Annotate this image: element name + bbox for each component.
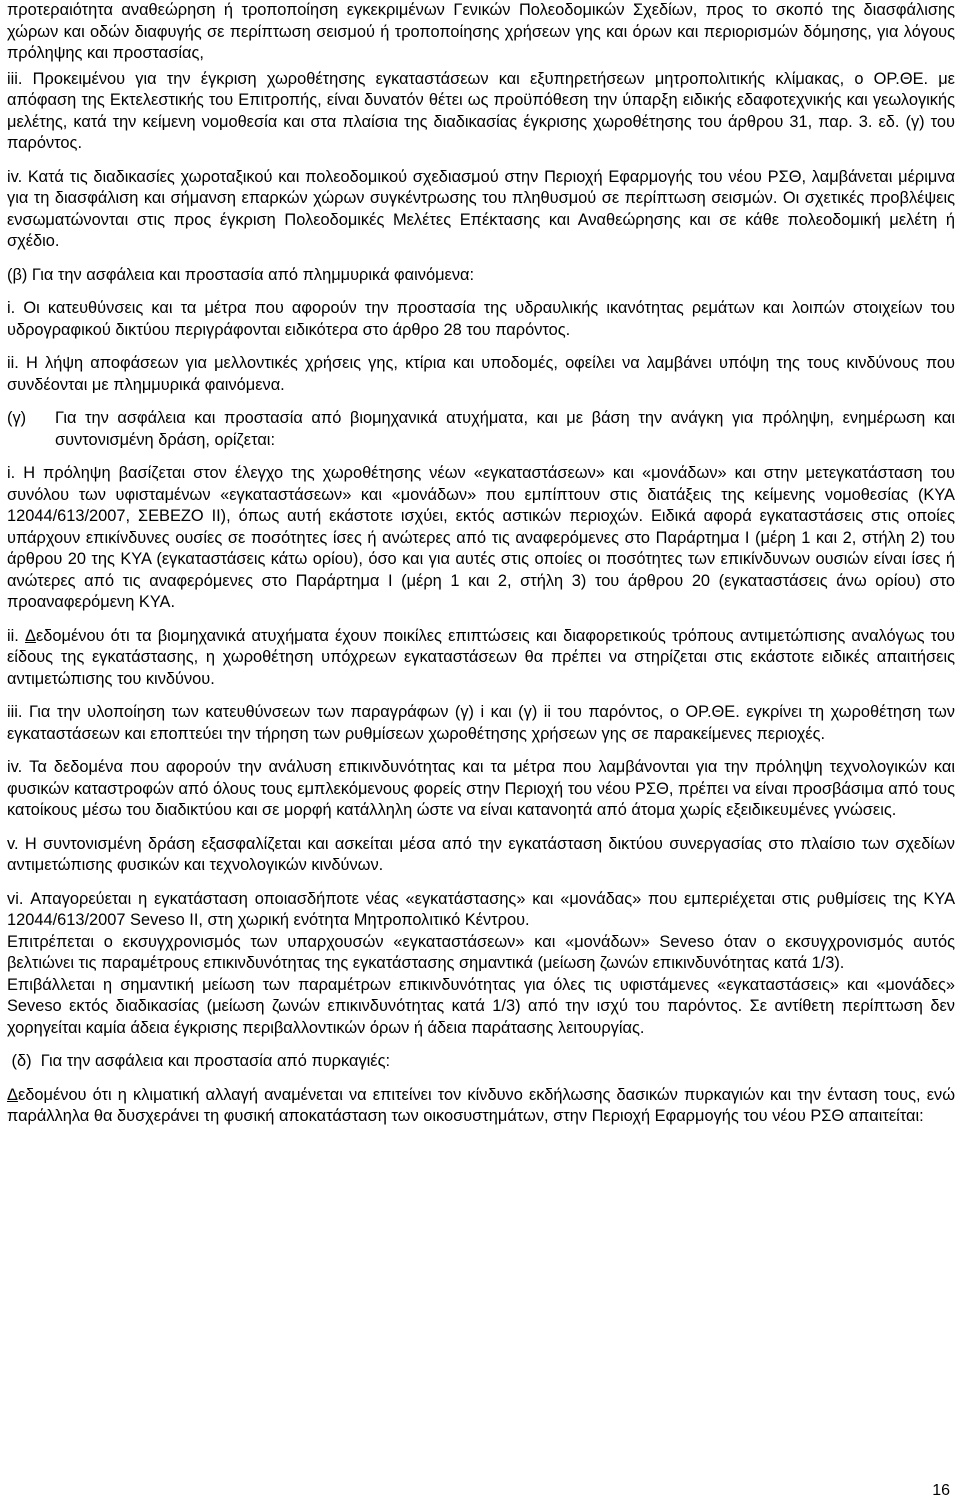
document-body	[7, 0, 955, 1140]
paragraph-industrial-iv: iv. Τα δεδομένα που αφορούν την ανάλυση επικινδυνότητας και τα μέτρα που λαμβάνονται για την πρόληψη τεχνολογικών και φυσικών καταστροφών από όλους τους εμπλεκόμενους φορείς στην Περιοχή του νέου ΡΣΘ, πρέπει να είναι προσβάσιμα από τους κατοίκους μέσω του διαδικτύου και σε μορφή κατάλληλη ώστε να είναι κατανοητά από άτομα χωρίς εξειδικευμένες γνώσεις.	[7, 758, 955, 819]
paragraph-fires-underlined-letter: Δ	[7, 1085, 18, 1104]
section-label-c: (γ)	[7, 409, 27, 427]
paragraph-flood-ii: ii. Η λήψη αποφάσεων για μελλοντικές χρήσεις γης, κτίρια και υποδομές, οφείλει να λαμβάνει υπόψη της τους κινδύνους που συνδέονται με πλημμυρικά φαινόμενα.	[7, 354, 955, 394]
paragraph-iv-gathering-spaces: iv. Κατά τις διαδικασίες χωροταξικού και πολεοδομικού σχεδιασμού στην Περιοχή Εφαρμογής του νέου ΡΣΘ, λαμβάνεται μέριμνα για τη διασφάλιση και σήμανση επαρκών χώρων συγκέντρωσης του πληθυσμού σε περίπτωση σεισμών. Οι σχετικές προβλέψεις ενσωματώνονται στις προς έγκριση Πολεοδομικές Μελέτες Επέκτασης και Αναθεώρησης και σε κάθε πολεοδομική μελέτη ή σχέδιο.	[7, 167, 955, 250]
paragraph-industrial-i: i. Η πρόληψη βασίζεται στον έλεγχο της χωροθέτησης νέων «εγκαταστάσεων» και «μονάδων» και στην μετεγκατάσταση του συνόλου των υφισταμένων «εγκαταστάσεων» και «μονάδων» που εμπίπτουν στις διατάξεις της κείμενης νομοθεσίας (ΚΥΑ 12044/613/2007, ΣΕΒΕΖΟ ΙΙ), όπως αυτή εκάστοτε ισχύει, εκτός αστικών περιοχών. Ειδικά αφορά εγκαταστάσεις στις οποίες υπάρχουν επικίνδυνες ουσίες σε ποσότητες ίσες ή ανώτερες από τις αναφερόμενες στο Παράρτημα Ι (μέρη 1 και 2, στήλη 2) του άρθρου 20 της ΚΥΑ (εγκαταστάσεις κάτω ορίου), όσο και για αυτές στις οποίες οι ποσότητες των επικίνδυνων ουσιών είναι ίσες ή ανώτερες από τις αναφερόμενες στο Παράρτημα Ι (μέρη 1 και 2, στήλη 3) του άρθρου 20 (εγκαταστάσεις άνω ορίου) στο προαναφερόμενη ΚΥΑ.	[7, 464, 955, 611]
paragraph-industrial-ii-rest: εδομένου ότι τα βιομηχανικά ατυχήματα έχουν ποικίλες επιπτώσεις και διαφορετικούς τρόπους αντιμετώπισης αναλόγως του είδους της εγκατάστασης, η χωροθέτηση υπόχρεων εγκαταστάσεων θα πρέπει να στηρίζεται στις εκάστοτε ειδικές απαιτήσεις αντιμετώπισης του κινδύνου.	[7, 626, 955, 688]
page-number: 16	[932, 1482, 950, 1499]
paragraph-fires-intro	[7, 1085, 955, 1128]
paragraph-fires-rest: εδομένου ότι η κλιματική αλλαγή αναμένεται να επιτείνει τον κίνδυνο εκδήλωσης δασικών πυρκαγιών και την ένταση τους, ενώ παράλληλα θα δυσχεράνει τη φυσική αποκατάσταση των οικοσυστημάτων, στην Περιοχή Εφαρμογής του νέου ΡΣΘ απαιτείται:	[7, 1085, 955, 1125]
section-heading-c-text: Για την ασφάλεια και προστασία από βιομηχανικά ατυχήματα, και με βάση την ανάγκη για πρόληψη, ενημέρωση και συντονισμένη δράση, ορίζεται:	[55, 409, 955, 449]
paragraph-industrial-vi: vi. Απαγορεύεται η εγκατάσταση οποιασδήποτε νέας «εγκατάστασης» και «μονάδας» που εμπεριέχεται στις ρυθμίσεις της ΚΥΑ 12044/613/2007 Seveso II, στη χωρική ενότητα Μητροπολιτικό Κέντρου.	[7, 889, 955, 929]
paragraph-industrial-v: v. Η συντονισμένη δράση εξασφαλίζεται και ασκείται μέσα από την εγκατάσταση δικτύου συνεργασίας στο πλαίσιο των σχεδίων αντιμετώπισης φυσικών και τεχνολογικών κινδύνων.	[7, 834, 955, 874]
paragraph-industrial-ii-lead: ii.	[7, 626, 25, 645]
paragraph-continued-from-previous-page: προτεραιότητα αναθεώρηση ή τροποποίηση εγκεκριμένων Γενικών Πολεοδομικών Σχεδίων, προς το σκοπό της διασφάλισης χώρων και οδών διαφυγής σε περίπτωση σεισμού ή τροποποίησης χρήσεων γης και όρων και περιορισμών δόμησης, για λόγους πρόληψης και προστασίας,	[7, 1, 955, 62]
paragraph-industrial-ii-underlined-letter: Δ	[25, 626, 36, 645]
section-heading-b-floods: (β) Για την ασφάλεια και προστασία από πλημμυρικά φαινόμενα:	[7, 265, 475, 284]
paragraph-industrial-ii	[7, 626, 955, 691]
section-heading-d-fires: (δ) Για την ασφάλεια και προστασία από πυρκαγιές:	[7, 1052, 391, 1070]
section-heading-c-industrial	[7, 408, 955, 451]
paragraph-iii-earthquake-siting: iii. Προκειμένου για την έγκριση χωροθέτησης εγκαταστάσεων και εξυπηρετήσεων μητροπολιτικής κλίμακας, ο ΟΡ.ΘΕ. με απόφαση της Εκτελεστικής του Επιτροπής, είναι δυνατόν θέτει ως προϋπόθεση την ύπαρξη ειδικής εδαφοτεχνικής και γεωλογικής μελέτης, κατά την κείμενη νομοθεσία και στα πλαίσια της διαδικασίας έγκρισης χωροθέτησης του άρθρου 31, παρ. 3. εδ. (γ) του παρόντος.	[7, 69, 955, 152]
paragraph-flood-i: i. Οι κατευθύνσεις και τα μέτρα που αφορούν την προστασία της υδραυλικής ικανότητας ρεμάτων και λοιπών στοιχείων του υδρογραφικού δικτύου περιγράφονται ειδικότερα στο άρθρο 28 του παρόντος.	[7, 299, 955, 339]
paragraph-industrial-iii: iii. Για την υλοποίηση των κατευθύνσεων των παραγράφων (γ) i και (γ) ii του παρόντος, ο ΟΡ.ΘΕ. εγκρίνει τη χωροθέτηση των εγκαταστάσεων και εποπτεύει την τήρηση των ρυθμίσεων χωροθέτησης χρήσεων γης σε παρακείμενες περιοχές.	[7, 703, 955, 743]
paragraph-seveso-reduction: Επιβάλλεται η σημαντική μείωση των παραμέτρων επικινδυνότητας για όλες τις υφιστάμενες «εγκαταστάσεις» και «μονάδες» Seveso εκτός διαδικασίας (μείωση ζωνών επικινδυνότητας κατά 1/3) από την ισχύ του παρόντος. Σε αντίθετη περίπτωση δεν χορηγείται καμία άδεια έγκρισης περιβαλλοντικών όρων ή άδεια παράτασης λειτουργίας.	[7, 975, 955, 1037]
paragraph-seveso-modernisation: Επιτρέπεται ο εκσυγχρονισμός των υπαρχουσών «εγκαταστάσεων» και «μονάδων» Seveso όταν ο εκσυγχρονισμός αυτός βελτιώνει τις παραμέτρους επικινδυνότητας της εγκατάστασης σημαντικά (μείωση ζωνών επικινδυνότητας κατά 1/3).	[7, 932, 955, 972]
